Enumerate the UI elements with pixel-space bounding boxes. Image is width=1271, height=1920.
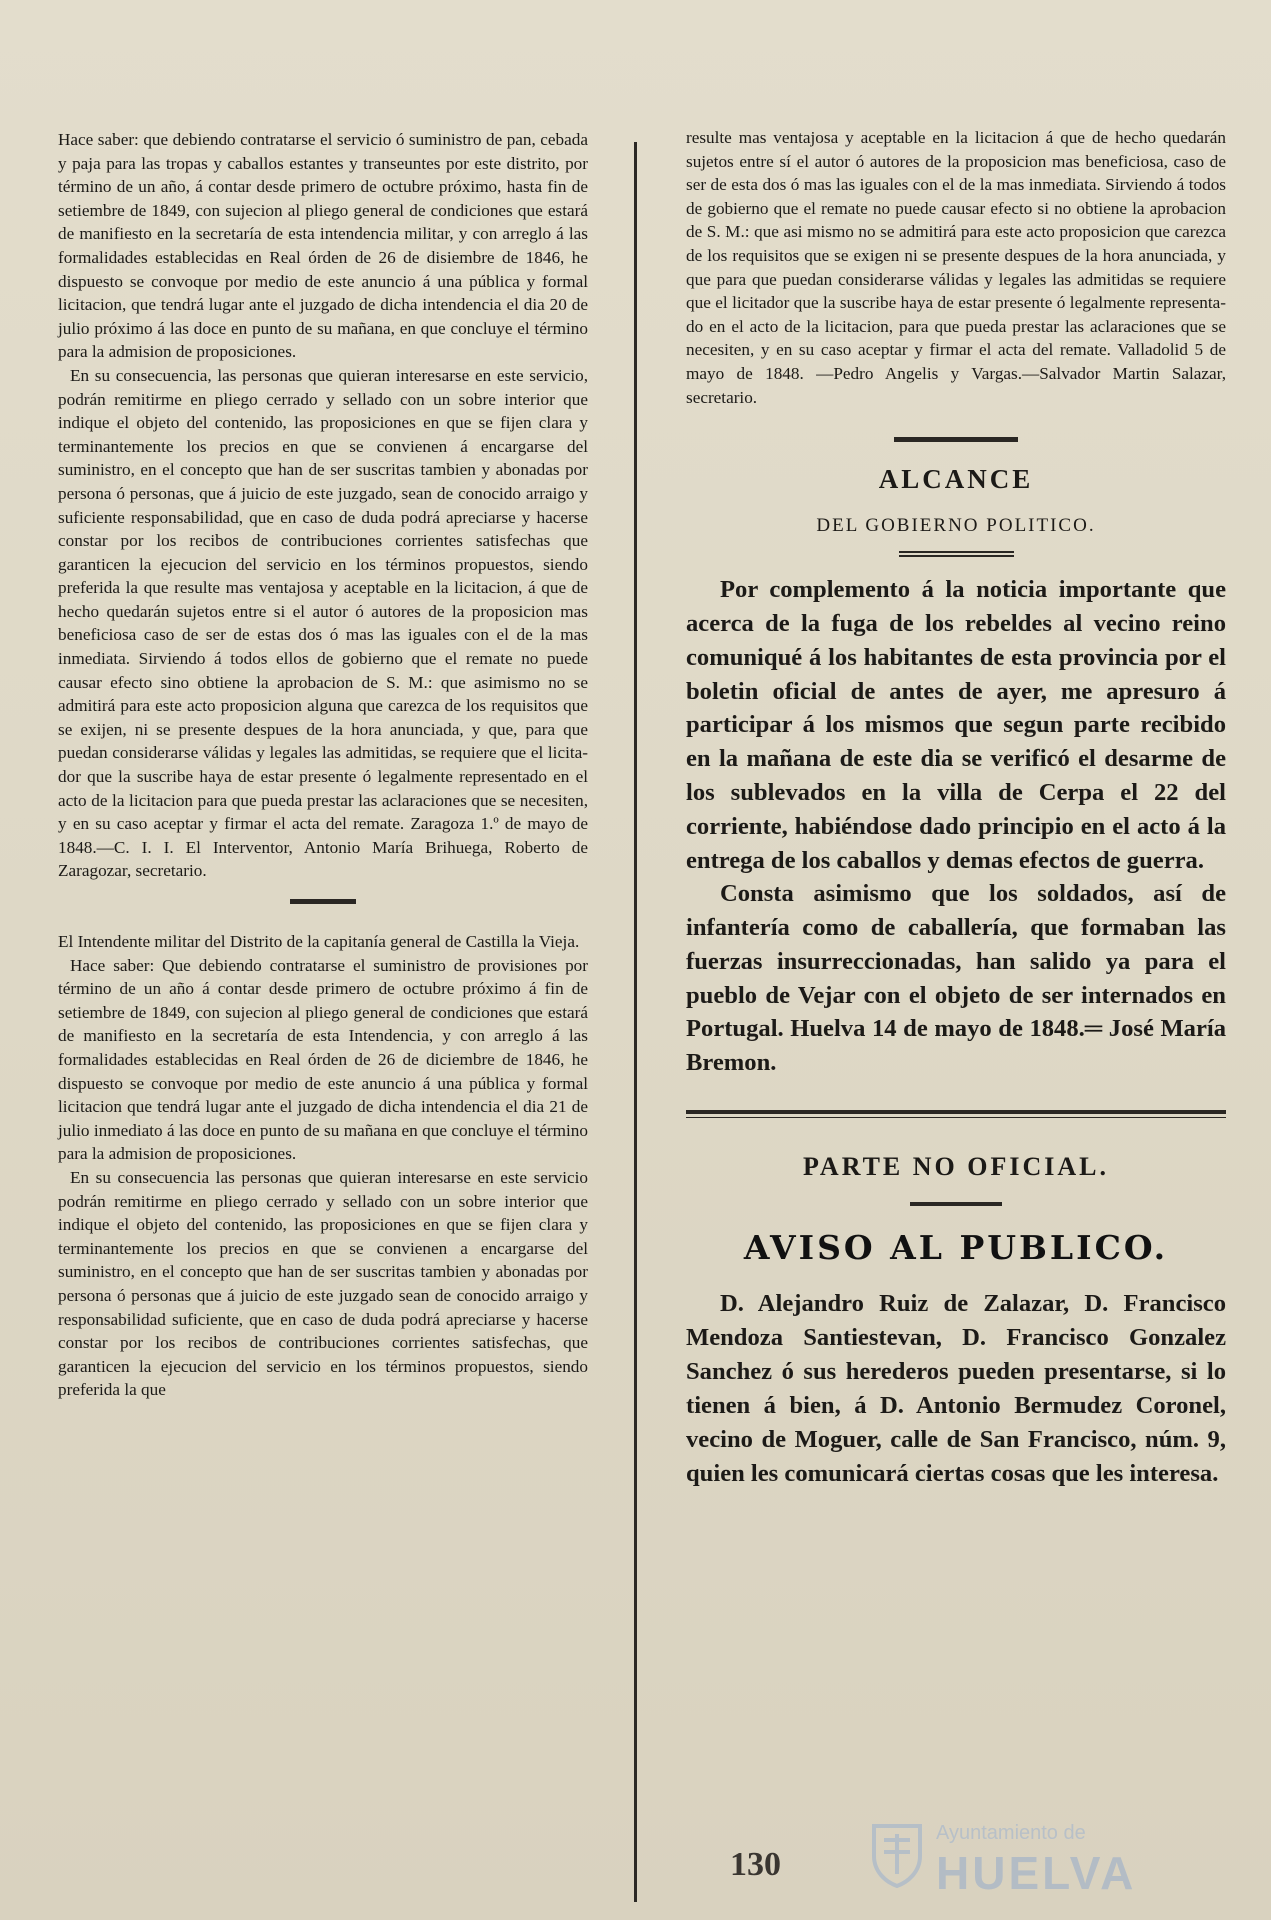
right-column <box>686 126 1226 1491</box>
notice-zaragoza <box>58 128 588 883</box>
watermark-name: HUELVA <box>936 1847 1137 1899</box>
shield-icon <box>870 1822 924 1888</box>
watermark-caption: Ayuntamiento de <box>936 1822 1086 1844</box>
alcance-body <box>686 573 1226 1080</box>
separator-double-rule <box>899 551 1014 557</box>
aviso-paragraph: D. Alejandro Ruiz de Zalazar, D. Francisco Mendoza Santiestevan, D. Francisco Gonzalez Sanchez ó sus herederos pueden presentarse, si lo tienen á bien, á D. Antonio Bermudez Coronel, vecino de Moguer, calle de San Francisco, núm. 9, quien les comunicará ciertas cosas que les interesa. <box>686 1290 1226 1488</box>
left-column <box>58 128 588 1402</box>
separator-rule <box>910 1202 1002 1206</box>
archive-watermark <box>870 1818 1190 1898</box>
notice-valladolid <box>686 126 1226 409</box>
separator-rule <box>894 437 1018 442</box>
aviso-heading: AVISO AL PUBLICO. <box>743 1228 1169 1268</box>
aviso-body <box>686 1287 1226 1491</box>
notice-castilla-intro: El Intendente militar del Distrito de la capitanía general de Castilla la Vieja. <box>58 932 580 951</box>
column-divider <box>634 142 637 1902</box>
notice-valladolid-text: resulte mas ventajosa y aceptable en la licitacion á que de hecho quedarán sujetos entre sí el autor ó autores de la proposicion mas beneficiosa, caso de ser de esta dos ó mas las iguales con el de la mas inmediata. Sirviendo á todos de gobierno que el remate no puede causar efecto si no obtiene la aprobacion de S. M.: que asi mismo no se admitirá para este acto proposicion que carezca de los requisitos que se exigen ni se presente despues de la hora anunciada, y que para que puedan considerarse válidas y legales las admitidas se requiere que el licitador que la suscribe haya de estar presente ó legalmente representado en el acto de la licitacion, para que pueda prestar las aclaraciones que se necesiten, y en su caso aceptar y firmar el acta del remate. Valladolid 5 de mayo de 1848. —Pedro Angelis y Vargas.—Salvador Martin Salazar, secretario. <box>686 128 1226 407</box>
page-number: 130 <box>730 1846 781 1883</box>
alcance-paragraph-2: Consta asimismo que los soldados, así de infantería como de caballería, que formaban las fuerzas insurreccionadas, han salido ya para el pueblo de Vejar con el objeto de ser internados en Portugal. Huelva 14 de mayo de 1848.═ José María Bremon. <box>686 880 1226 1077</box>
parte-no-oficial-heading: PARTE NO OFICIAL. <box>802 1152 1109 1182</box>
alcance-paragraph-1: Por complemento á la noticia importante que acerca de la fuga de los rebeldes al vecino reino comuniqué á los habitantes de esta provincia por el boletin oficial de antes de ayer, me apresuro á participar á los mismos que segun parte recibido en la mañana de este dia se verificó el desarme de los sublevados en la villa de Cerpa el 22 del corriente, habiéndose dado principio en el acto á la entrega de los caballos y demas efectos de guerra. <box>686 576 1226 874</box>
alcance-heading: ALCANCE <box>878 464 1034 495</box>
alcance-subheading: DEL GOBIERNO POLITICO. <box>816 515 1096 537</box>
section-rule <box>686 1110 1226 1118</box>
notice-castilla-paragraph-2: En su consecuencia las personas que quieran interesarse en este servicio podrán remitirme en pliego cerrado y sellado con un sobre interior que indique el objeto del contenido, las proposiciones en que se fijen clara y terminantemente los precios en que se convienen a encargarse del suministro, en el concepto que han de ser suscritas tambien y abonadas por persona ó personas que á juicio de este juzgado sean de conocido arraigo y responsabilidad suficiente, que en caso de duda podrá apreciarse y hacerse constar por los recibos de contribuciones corrientes satisfechas, que garanticen la ejecucion del servicio en los términos propuestos, siendo preferida la que <box>58 1167 588 1400</box>
notice-zaragoza-paragraph-2: En su consecuencia, las personas que quieran interesarse en este servicio, podrán remitirme en pliego cerrado y sellado con un sobre interior que indique el objeto del contenido, las proposiciones en que se fijen clara y terminantemente los precios en que se convienen á encargarse del suministro, en el concepto que han de ser suscritas tambien y abonadas por persona ó personas, que á juicio de este juzgado, sean de conocido arraigo y suficiente responsabilidad, que en caso de duda podrá apreciarse y hacerse constar por los recibos de contribuciones corrientes satisfechas que garanticen la ejecucion del servicio en los términos propuestos, siendo preferida la que resulte mas ventajosa y aceptable en la licitacion, á que de hecho quedarán sujetos entre si el autor ó autores de la proposicion mas beneficiosa caso de ser de estas dos ó mas las iguales con el de la mas inmediata. Sirviendo á todos ellos de gobierno que el remate no puede causar efecto sino obtiene la aprobacion de S. M.: que asimismo no se admitirá para este acto proposicion alguna que carezca de los requisitos que se exijen, ni se presente despues de la hora anunciada, y que, para que puedan considerarse válidas y legales las admitidas, se requiere que el licitador que la suscribe haya de estar presente ó legalmente representado en el acto de la licitacion para que pueda prestar las aclaraciones que se necesiten, y en su caso aceptar y firmar el acta del remate. Zaragoza 1.º de mayo de 1848.—C. I. I. El Interventor, Antonio María Brihuega, Roberto de Zaragozar, secretario. <box>58 365 588 881</box>
separator-rule <box>290 899 356 904</box>
notice-castilla-paragraph-1: Hace saber: Que debiendo contratarse el suministro de provisiones por término de un año á contar desde primero de octubre próximo á fin de setiembre de 1849, con sujecion al pliego general de condiciones que estará de manifiesto en la secretaría de esta Intendencia, y con arreglo á las formalidades establecidas en Real órden de 26 de diciembre de 1846, he dispuesto se convoque por medio de este anuncio á una pública y formal licitacion que tendrá lugar ante el juzgado de dicha intendencia el dia 21 de julio inmediato á las doce en punto de su mañana en que concluye el término para la admision de proposiciones. <box>58 955 588 1164</box>
notice-castilla <box>58 930 588 1402</box>
notice-zaragoza-paragraph-1: Hace saber: que debiendo contratarse el servicio ó suministro de pan, cebada y paja para las tropas y caballos estantes y transeuntes por este distrito, por término de un año, á contar desde primero de octubre próximo, hasta fin de setiembre de 1849, con sujecion al pliego general de condiciones que estará de manifiesto en la secretaría de esta intendencia militar, y con arreglo á las formalidades establecidas en Real órden de 26 de disiembre de 1846, he dispuesto se convoque por medio de este anuncio á una pública y formal licitacion, que tendrá lugar ante el juzgado de dicha intendencia el dia 20 de julio próximo á las doce en punto de su mañana, en que concluye el término para la admision de proposiciones. <box>58 130 588 362</box>
